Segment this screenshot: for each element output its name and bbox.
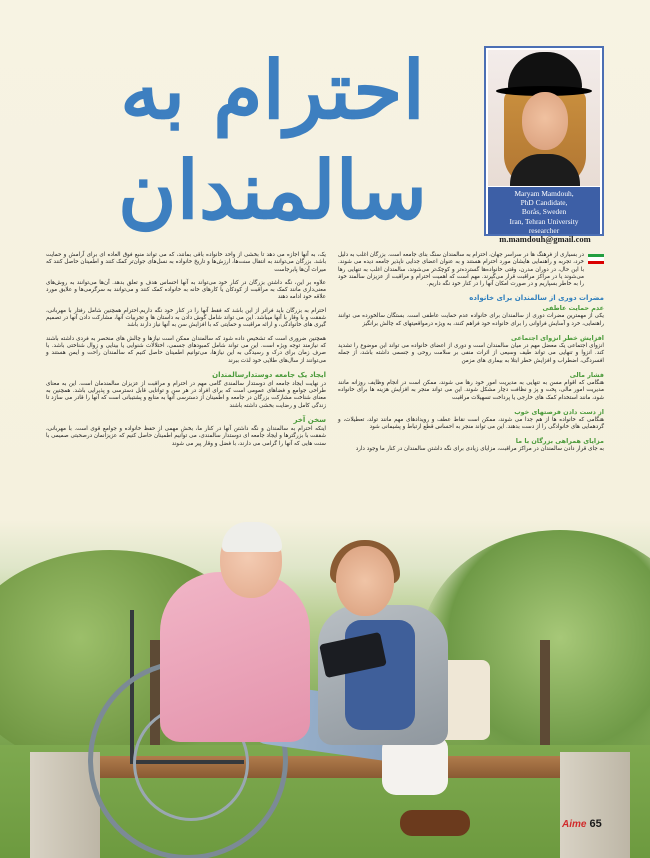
magazine-logo: Aime bbox=[562, 819, 587, 830]
page-footer bbox=[562, 818, 602, 830]
paragraph: انزوای اجتماعی یک معضل مهم در میان سالمندان است و دوری از اعضای خانواده می تواند این موضوع را تشدید کند. انزوا و تنهایی می تواند طیف وسیعی از اثرات منفی بر سلامت روحی و جسمی داشته باشد، از جمله افسردگی، اضطراب و افزایش خطر ابتلا به بیماری های مزمن bbox=[338, 343, 604, 364]
title-line-2: سالمندان bbox=[117, 143, 428, 237]
paragraph: هنگامی که اقوام مسن به تنهایی به مدیریت امور خود رها می شوند، ممکن است در انجام وظایف روزانه مانند مدیریت امور مالی، پخت و پز و نظافت دچار مشکل شوند. این می تواند منجر به افزایش هزینه ها برای خانواده شود، مانند استخدام کمک های خارجی یا پرداخت تسهیلات مراقبت bbox=[338, 379, 604, 401]
paragraph: یک، به آنها اجازه می دهد تا بخشی از واحد خانواده باقی بمانند، که می تواند منبع فوق العاده ای برای آرامش و حمایت باشد. بزرگان می‌توانند به انتقال سنت‌ها، ارزش‌ها و تاریخ خانواده به نسل‌های جوان‌تر کمک کنند و اطمینان حاصل کنند که میراث آن‌ها پابرجاست bbox=[46, 252, 326, 273]
intro-paragraph: در بسیاری از فرهنگ ها در سراسر جهان، احترام به سالمندان سنگ بنای جامعه است. بزرگان اغلب به دلیل خرد، تجربه و راهنمایی هایشان مورد احترام هستند و به عنوان اعضای جدایی ناپذیر جامعه دیده می شوند. با این حال، در دوران مدرن، وقتی خانواده‌ها گسترده‌تر و کوچک‌تر می‌شوند، سالمندان اغلب به تنهایی رها می‌شوند یا در مراکز مراقبت قرار می‌گیرند. مهم است که اهمیت احترام و مراقبت از عزیزان سالمند خود را به خاطر بسپاریم و در صورت امکان آنها را در کنار خود نگه داریم. bbox=[338, 252, 584, 288]
subheading: افزایش خطر انزوای اجتماعی bbox=[511, 334, 604, 343]
paragraph: احترام به بزرگان باید فراتر از این باشد که فقط آنها را در کنار خود نگه داریم.احترام همچنین شامل رفتار با مهربانی، شفقت و با وقار با آنها میباشد. این می تواند شامل گوش دادن به داستان ها و تجربیات آنها، مشارکت دادن آنها در تصمیم گیری های خانوادگی، و ارائه مراقبت و حمایتی که با افزایش سن به آنها نیاز دارند باشد bbox=[46, 307, 326, 329]
right-column bbox=[338, 252, 604, 460]
title-line-1: احترام به bbox=[120, 43, 425, 137]
bench-leg bbox=[560, 752, 630, 858]
woman-head bbox=[336, 546, 394, 616]
author-line-5: researcher bbox=[528, 225, 560, 235]
man-hair bbox=[222, 522, 282, 552]
subheading: عدم حمایت عاطفی bbox=[542, 304, 604, 313]
author-face bbox=[522, 92, 568, 150]
article-title bbox=[80, 40, 465, 240]
elderly-man bbox=[160, 572, 310, 742]
man-shoes bbox=[400, 810, 470, 836]
author-photo bbox=[488, 50, 600, 186]
subheading: فشار مالی bbox=[569, 370, 604, 379]
author-caption bbox=[488, 187, 600, 234]
elderly-couple-photo bbox=[0, 520, 650, 858]
author-line-2: PhD Candidate, bbox=[520, 198, 568, 208]
section-heading: سخن آخر bbox=[293, 416, 326, 425]
left-column bbox=[46, 252, 326, 454]
page-number: 65 bbox=[589, 818, 602, 830]
paragraph: به جای قرار دادن سالمندان در مراکز مراقبت، مزایای زیادی برای نگه داشتن سالمندان در کنار ما وجود دارد bbox=[355, 446, 604, 453]
subheading: مزایای همراهی بزرگان با ما bbox=[515, 437, 604, 446]
paragraph: اینکه احترام به سالمندان و نگه داشتن آنها در کنار ما، بخش مهمی از حفظ خانواده و جوامع قوی است. با مهربانی، شفقت با بزرگترها و ایجاد جامعه ای دوستدار سالمندی، می توانیم اطمینان حاصل کنیم که عزیزانمان درصحبتی صمیمی با سنت هایی که آنها را گرامی می دارند، با فضل و وقار پیر می شوند bbox=[46, 426, 326, 447]
author-portrait bbox=[484, 46, 604, 236]
section-heading: مضرات دوری از سالمندان برای خانواده bbox=[469, 294, 604, 303]
paragraph: هنگامی که خانواده ها از هم جدا می شوند، ممکن است نقاط عطف و رویدادهای مهم مانند تولد، تعطیلات، و گردهمایی های خانوادگی را از دست بدهند. این می تواند منجر به احساس قطع ارتباط و پشیمانی شود bbox=[338, 416, 604, 431]
paragraph: علاوه بر این، نگه داشتن بزرگان در کنار خود می‌تواند به آنها احساس هدف و تعلق بدهد. آن‌ها می‌توانند به روش‌های معنی‌داری مانند کمک به مراقبت از کودکان یا کارهای خانه به خانواده کمک کنند و می‌توانند به سرگرمی‌ها و علایق مورد علاقه خود ادامه دهند bbox=[46, 279, 326, 301]
paragraph: در نهایت ایجاد جامعه ای دوستدار سالمندی گامی مهم در احترام و مراقبت از عزیزان سالمندمان است. این به معنای طراحی جوامع و فضاهای عمومی است که برای افراد در هر سن و توانایی قابل دسترسی و پذیرایی باشد. همچنین به معنای شناخت مشارکت بزرگان در جامعه و اطمینان از دسترسی آنها به منابع و پشتیبانی است که آنها را قادر می سازد تا زندگی کامل و رضایت بخشی داشته باشند bbox=[46, 380, 326, 409]
author-email: m.mamdouh@gmail.com bbox=[499, 234, 591, 244]
author-line-4: Iran, Tehran University bbox=[509, 216, 579, 226]
section-heading: ایجاد یک جامعه دوستدارسالمندان bbox=[212, 370, 326, 379]
author-name: Maryam Mamdouh, bbox=[514, 189, 574, 198]
paragraph: یکی از مهمترین مضرات دوری از سالمندان برای خانواده عدم حمایت عاطفی است. بستگان سالخورده می توانند راهنمایی، خرد و آسایش فراوانی را برای خانواده خود فراهم کنند، به ویژه درمواقعیتهای که چالش برانگیز bbox=[338, 313, 604, 327]
author-line-3: Borås, Sweden bbox=[521, 207, 567, 217]
tree-trunk bbox=[540, 640, 550, 760]
paragraph: همچنین ضروری است که تشخیص داده شود که سالمندان ممکن است نیازها و چالش های منحصر به فردی داشته باشند که نیازمند توجه ویژه است. این می تواند شامل کمبودهای جسمی، اختلالات شنوایی یا بینایی و زوال شناختی باشد. با صرف زمان برای درک و رسیدگی به این نیازها، می‌توانیم اطمینان حاصل کنیم که سالمندان راحت و ایمن هستند و می‌توانند از سال‌های طلایی خود لذت ببرند bbox=[46, 335, 326, 364]
subheading: از دست دادن فرصتهای خوب bbox=[514, 407, 604, 416]
